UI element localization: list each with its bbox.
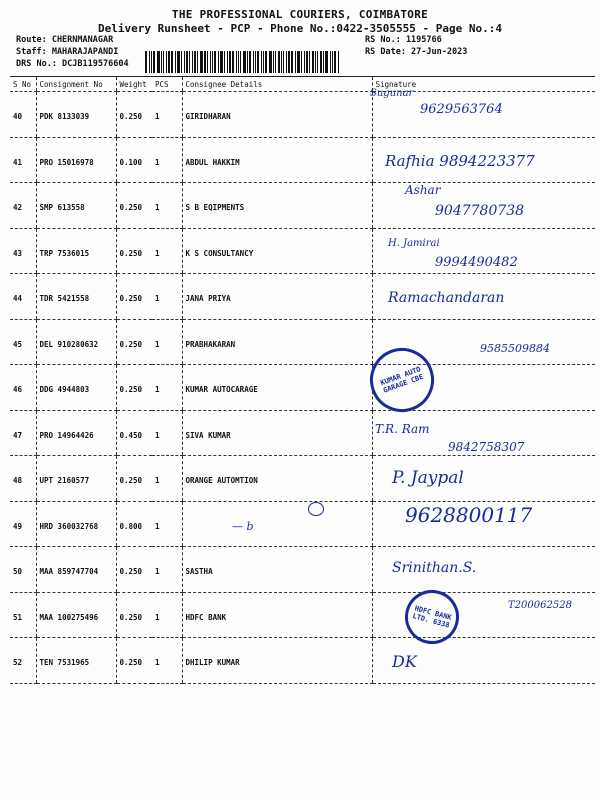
cell-sno: 51 xyxy=(10,592,36,638)
cell-sno: 43 xyxy=(10,228,36,274)
cell-pcs: 1 xyxy=(152,592,182,638)
signature-43-name: H. Jamirai xyxy=(388,238,440,249)
cell-consignment: DEL 910280632 xyxy=(36,319,116,365)
signature-47-phone: 9842758307 xyxy=(448,440,525,454)
signature-47-name: T.R. Ram xyxy=(375,422,430,436)
cell-consignee: DHILIP KUMAR xyxy=(182,638,372,684)
cell-consignment: TRP 7536015 xyxy=(36,228,116,274)
cell-sno: 46 xyxy=(10,365,36,411)
cell-weight: 0.450 xyxy=(116,410,152,456)
runsheet-subtitle: Delivery Runsheet - PCP - Phone No.:0422-3505555 - Page No.:4 xyxy=(98,22,502,35)
cell-consignment: DDG 4944803 xyxy=(36,365,116,411)
cell-pcs: 1 xyxy=(152,410,182,456)
cell-consignment: UPT 2160577 xyxy=(36,456,116,502)
cell-consignee: HDFC BANK xyxy=(182,592,372,638)
cell-pcs: 1 xyxy=(152,92,182,138)
cell-consignment: MAA 859747704 xyxy=(36,547,116,593)
rs-date: RS Date: 27-Jun-2023 xyxy=(365,47,468,57)
cell-pcs: 1 xyxy=(152,319,182,365)
cell-consignee: S B EQIPMENTS xyxy=(182,183,372,229)
cell-weight: 0.250 xyxy=(116,183,152,229)
cell-consignee xyxy=(182,501,372,547)
table-row xyxy=(10,365,595,411)
signature-44: Ramachandaran xyxy=(388,290,505,306)
cell-sno: 40 xyxy=(10,92,36,138)
cell-consignment: PRO 15016978 xyxy=(36,137,116,183)
drs-label: DRS No.: DCJB119576604 xyxy=(16,59,129,69)
cell-consignee: PRABHAKARAN xyxy=(182,319,372,365)
cell-sno: 45 xyxy=(10,319,36,365)
cell-pcs: 1 xyxy=(152,228,182,274)
cell-weight: 0.250 xyxy=(116,92,152,138)
cell-consignee: GIRIDHARAN xyxy=(182,92,372,138)
cell-weight: 0.800 xyxy=(116,501,152,547)
table-header-row xyxy=(10,77,595,92)
cell-consignment: MAA 100275496 xyxy=(36,592,116,638)
cell-pcs: 1 xyxy=(152,638,182,684)
stamp-kumar-auto-garage: KUMAR AUTO GARAGE CBE xyxy=(361,339,443,421)
company-title: THE PROFESSIONAL COURIERS, COIMBATORE xyxy=(171,8,429,21)
signature-43-phone: 9994490482 xyxy=(435,255,518,270)
table-row xyxy=(10,638,595,684)
col-consignee: Consignee Details xyxy=(182,77,372,92)
table-row xyxy=(10,547,595,593)
cell-pcs: 1 xyxy=(152,274,182,320)
signature-50: Srinithan.S. xyxy=(392,560,477,576)
cell-consignment: HRD 360032768 xyxy=(36,501,116,547)
cell-consignee: SIVA KUMAR xyxy=(182,410,372,456)
cell-consignee: JANA PRIYA xyxy=(182,274,372,320)
col-consignment: Consignment No xyxy=(36,77,116,92)
cell-pcs: 1 xyxy=(152,501,182,547)
cell-sno: 50 xyxy=(10,547,36,593)
col-weight: Weight xyxy=(116,77,152,92)
cell-weight: 0.250 xyxy=(116,456,152,502)
table-row xyxy=(10,592,595,638)
staff-label: Staff: MAHARAJAPANDI xyxy=(16,47,119,57)
col-sno: S No xyxy=(10,77,36,92)
cell-sno: 49 xyxy=(10,501,36,547)
cell-sno: 48 xyxy=(10,456,36,502)
cell-consignment: SMP 613558 xyxy=(36,183,116,229)
cell-weight: 0.250 xyxy=(116,228,152,274)
table-row xyxy=(10,456,595,502)
cell-weight: 0.100 xyxy=(116,137,152,183)
cell-weight: 0.250 xyxy=(116,592,152,638)
cell-pcs: 1 xyxy=(152,456,182,502)
cell-consignment: PDK 8133039 xyxy=(36,92,116,138)
signature-45: 9585509884 xyxy=(480,342,550,355)
signature-49: 9628800117 xyxy=(405,503,533,527)
table-row xyxy=(10,274,595,320)
rs-number: RS No.: 1195766 xyxy=(365,35,442,45)
cell-weight: 0.250 xyxy=(116,319,152,365)
cell-weight: 0.250 xyxy=(116,547,152,593)
cell-weight: 0.250 xyxy=(116,274,152,320)
stamp-hdfc-bank: HDFC BANK LTD. 6338 xyxy=(399,584,465,650)
cell-consignment: TEN 7531965 xyxy=(36,638,116,684)
cell-consignee: SASTHA xyxy=(182,547,372,593)
cell-consignee: KUMAR AUTOCARAGE xyxy=(182,365,372,411)
signature-48: P. Jaypal xyxy=(392,468,464,488)
pen-mark: — b xyxy=(232,520,254,533)
signature-40-name: Sugunar xyxy=(370,88,414,99)
signature-41: Rafhia 9894223377 xyxy=(385,152,535,170)
cell-pcs: 1 xyxy=(152,137,182,183)
table-row xyxy=(10,92,595,138)
circle-mark xyxy=(308,502,324,516)
signature-42-phone: 9047780738 xyxy=(435,203,525,219)
cell-sno: 52 xyxy=(10,638,36,684)
cell-weight: 0.250 xyxy=(116,638,152,684)
cell-consignment: PRO 14964426 xyxy=(36,410,116,456)
col-pcs: PCS xyxy=(152,77,182,92)
cell-weight: 0.250 xyxy=(116,365,152,411)
cell-pcs: 1 xyxy=(152,365,182,411)
barcode xyxy=(145,51,360,73)
cell-sno: 41 xyxy=(10,137,36,183)
cell-consignee: K S CONSULTANCY xyxy=(182,228,372,274)
cell-pcs: 1 xyxy=(152,547,182,593)
signature-42-name: Ashar xyxy=(405,183,441,197)
signature-40-phone: 9629563764 xyxy=(420,102,503,117)
cell-sno: 47 xyxy=(10,410,36,456)
cell-consignee: ORANGE AUTOMTION xyxy=(182,456,372,502)
cell-consignee: ABDUL HAKKIM xyxy=(182,137,372,183)
signature-52: DK xyxy=(392,652,417,671)
signature-51: T200062528 xyxy=(508,600,572,611)
cell-pcs: 1 xyxy=(152,183,182,229)
cell-sno: 42 xyxy=(10,183,36,229)
cell-consignment: TDR 5421558 xyxy=(36,274,116,320)
col-signature: Signature xyxy=(372,77,595,92)
cell-sno: 44 xyxy=(10,274,36,320)
route-label: Route: CHERNMANAGAR xyxy=(16,35,114,45)
